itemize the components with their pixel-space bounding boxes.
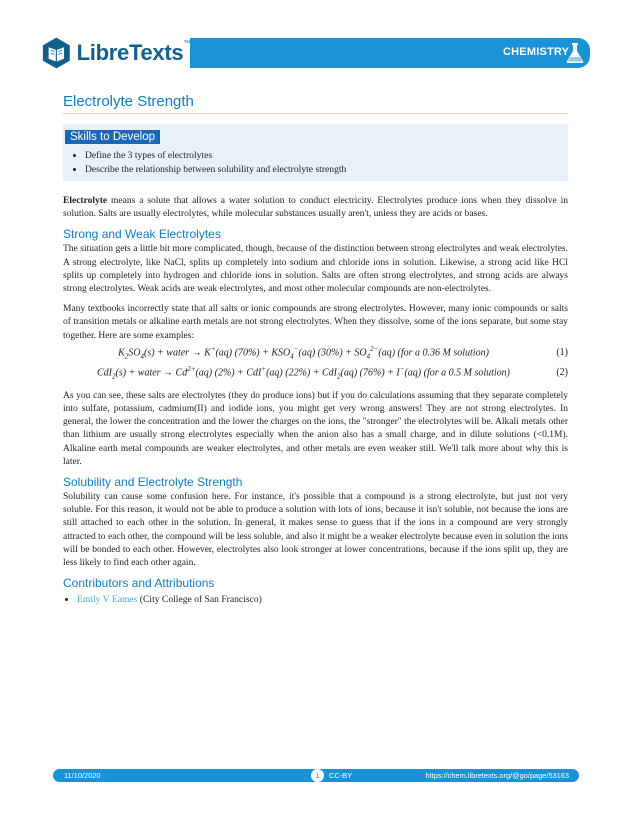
term-electrolyte: Electrolyte <box>63 196 108 206</box>
equation-body: CdI$_2$(s) + water → $Cd^{2+}(aq) (2\%) + CdI^+(aq) (22\%) + CdI_2(aq) (76\%) + I^-(aq)$ (for a 0.5 M solution) <box>96 365 511 381</box>
heading-strong-weak: Strong and Weak Electrolytes <box>63 227 221 242</box>
skills-title: Skills to Develop <box>65 130 160 144</box>
contributor-link[interactable]: Emily V Eames <box>77 594 138 606</box>
libretexts-logo[interactable] <box>40 33 190 73</box>
page-footer <box>53 769 579 782</box>
page-title: Electrolyte Strength <box>63 93 568 114</box>
footer-date: 11/10/2020 <box>64 771 101 780</box>
contributors-list <box>63 594 568 605</box>
logo-text: LibreTexts™ <box>76 40 190 65</box>
paragraph: The situation gets a little bit more complicated, though, because of the distinction between strong electrolytes and weak electrolytes. A strong electrolyte, like NaCl, splits up completely into sodium and chloride ions in solution. Likewise, a strong acid like HCl splits up completely into hydrogen and chloride ions in solution. Salts are often strong electrolytes, and strong acids are always strong electrolytes. Weak acids are weak electrolytes, and most other molecular compounds are non-electrolytes. <box>63 244 568 295</box>
flask-icon <box>566 42 584 64</box>
page-number: 1 <box>311 769 324 782</box>
intro-paragraph: Electrolyte means a solute that allows a water solution to conduct electricity. Electrolytes produce ions when they dissolve in solution. Salts are usually electrolytes, while molecular substances usually aren't, unless they are acids or bases. <box>63 196 568 220</box>
subject-label[interactable]: CHEMISTRY <box>503 46 570 58</box>
heading-solubility: Solubility and Electrolyte Strength <box>63 475 243 490</box>
heading-contributors: Contributors and Attributions <box>63 576 215 591</box>
skills-box <box>63 124 568 181</box>
equation-1 <box>63 343 568 363</box>
paragraph: Solubility can cause some confusion here. For instance, it's possible that a compound is a strong electrolyte, but just not very soluble. For this reason, it would not be able to produce a solution with lots of ions, because it isn't soluble, not because the ions are still attached to each other in the solution. In general, it makes sense to guess that if the ions in a compound are very strongly attracted to each other, the compound will be less soluble, and also it might be a weaker electrolyte because even in solution the ions will be bonded to each other. However, electrolytes also look stronger at lower concentrations, because if the ions split up, they are less likely to find each other again. <box>63 492 568 569</box>
page-header <box>0 0 630 90</box>
list-item: • Define the 3 types of electrolytes <box>85 149 568 163</box>
list-item: • Emily V Eames (City College of San Francisco) <box>77 594 568 605</box>
main-content <box>63 93 568 605</box>
equation-number: (2) <box>556 367 568 379</box>
equation-2 <box>63 363 568 383</box>
paragraph: Many textbooks incorrectly state that all salts or ionic compounds are strong electrolytes. However, many ionic compounds or salts of transition metals or alkaline earth metals are not strong electrolytes. When they dissolve, some of the ions separate, but some stay together. Here are some examples: <box>63 304 568 341</box>
paragraph: As you can see, these salts are electrolytes (they do produce ions) but if you do calculations assuming that they separate completely into sulfate, potassium, cadmium(II) and iodide ions, you might get very wrong answers! They are not strong electrolytes. In general, the lower the concentration and the lower the charges on the ions, the "stronger" the electrolytes will be. Alkali metals other than lithium are usually strong electrolytes especially when the anion also has a small charge, and in dilute solutions (<0.1M). Alkaline earth metal compounds are weaker electrolytes, and other metals are even weaker still. We'll talk more about why this is later. <box>63 390 568 467</box>
list-item: • Describe the relationship between solubility and electrolyte strength <box>85 163 568 177</box>
skills-list <box>63 149 568 177</box>
license-label: CC-BY <box>329 771 352 780</box>
equation-number: (1) <box>556 347 568 359</box>
equation-body: $K_2SO_4(s)$ + water → K+(aq) $(70\%) + KSO_4^-(aq) (30\%) + SO_4^{2-}(aq)$ (for a 0.36 M solution) <box>118 345 489 361</box>
page-url-link[interactable]: https://chem.libretexts.org/@go/page/53163 <box>425 771 569 780</box>
libretexts-logo-icon <box>40 36 73 70</box>
